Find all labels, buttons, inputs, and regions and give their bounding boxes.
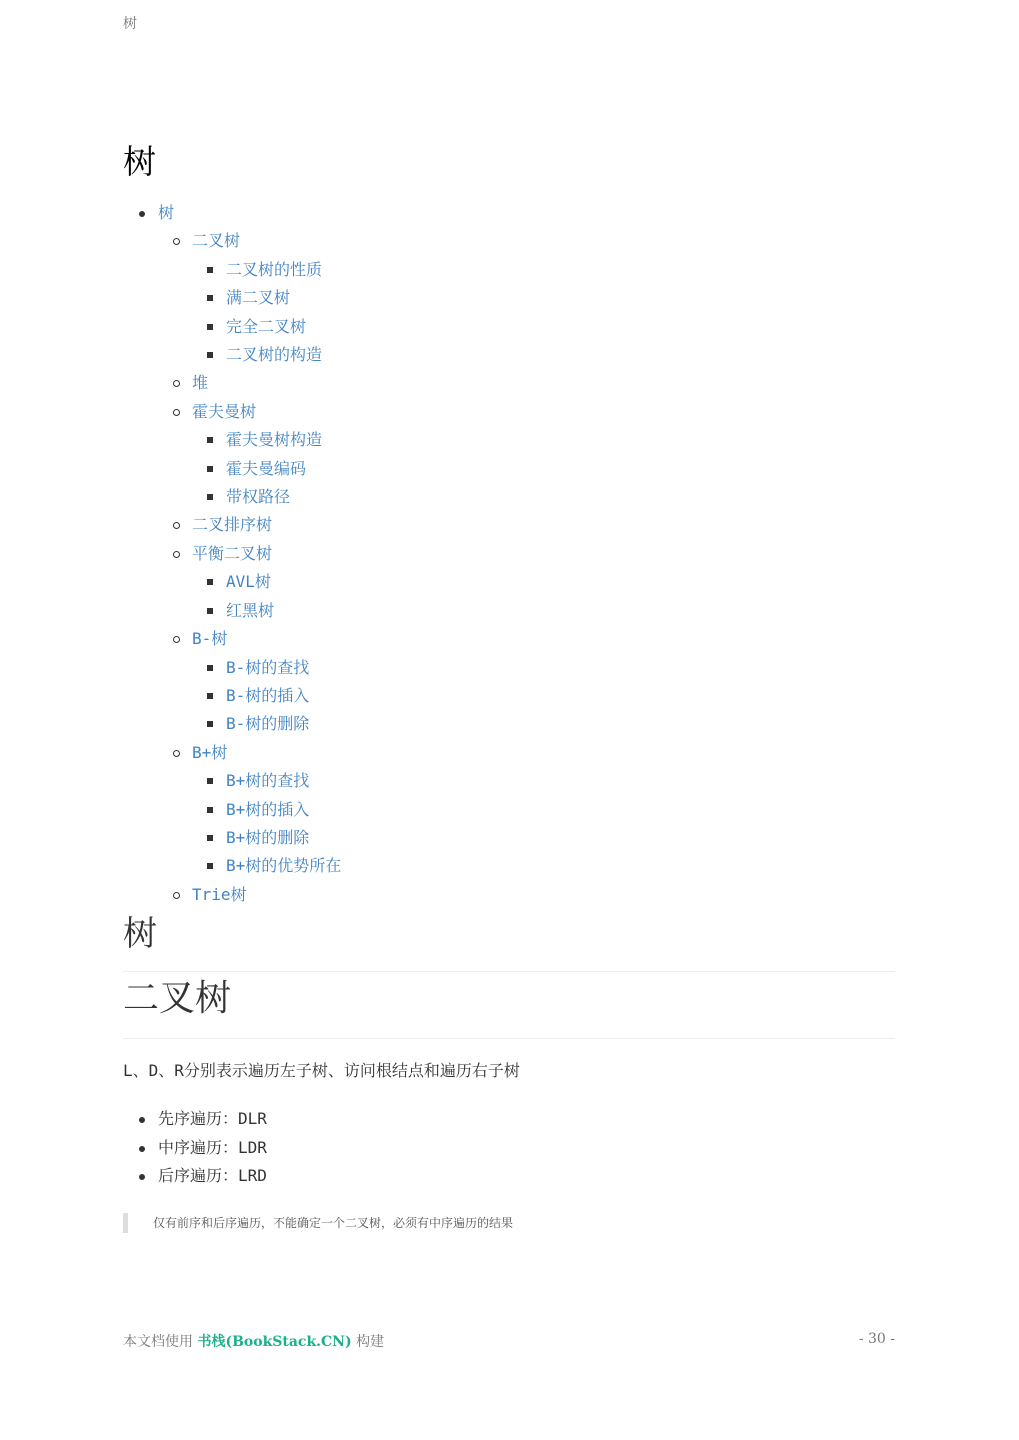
toc-sublink[interactable]: 二叉树的性质 bbox=[226, 259, 323, 279]
footer-prefix: 本文档使用 bbox=[123, 1334, 193, 1350]
toc-link[interactable]: 二叉树 bbox=[192, 231, 241, 251]
toc-root-item bbox=[158, 199, 895, 909]
toc-link[interactable]: Trie树 bbox=[192, 884, 247, 904]
toc-subitem bbox=[226, 568, 895, 596]
toc-link[interactable]: 霍夫曼树 bbox=[192, 401, 257, 421]
toc-sublist bbox=[192, 426, 895, 511]
toc-sublist bbox=[192, 654, 895, 739]
toc-subitem bbox=[226, 426, 895, 454]
footer-credit bbox=[123, 1331, 384, 1351]
toc-item bbox=[192, 540, 895, 625]
toc-sublink[interactable]: B-树的插入 bbox=[226, 685, 310, 705]
toc-sublink[interactable]: 满二叉树 bbox=[226, 288, 291, 308]
toc-title: 树 bbox=[123, 142, 156, 181]
toc-subitem bbox=[226, 455, 895, 483]
toc-link[interactable]: B+树 bbox=[192, 742, 228, 762]
toc-subitem bbox=[226, 852, 895, 880]
traversal-list bbox=[123, 1105, 895, 1191]
running-header: 树 bbox=[123, 16, 137, 32]
toc-subitem bbox=[226, 654, 895, 682]
toc-item bbox=[192, 511, 895, 539]
toc-link-root[interactable]: 树 bbox=[158, 203, 175, 222]
toc-sublink[interactable]: AVL树 bbox=[226, 572, 271, 592]
toc-link[interactable]: 堆 bbox=[192, 373, 209, 393]
toc-link[interactable]: 平衡二叉树 bbox=[192, 543, 273, 563]
toc-subitem bbox=[226, 824, 895, 852]
toc-sublink[interactable]: B-树的查找 bbox=[226, 657, 310, 677]
toc-sublist bbox=[192, 767, 895, 881]
toc-item bbox=[192, 625, 895, 739]
toc-subitem bbox=[226, 682, 895, 710]
toc-item bbox=[192, 398, 895, 512]
toc-subitem bbox=[226, 341, 895, 369]
traversal-item: 中序遍历：LDR bbox=[158, 1134, 895, 1163]
toc-sublink[interactable]: 带权路径 bbox=[226, 487, 291, 507]
toc-sublink[interactable]: 霍夫曼编码 bbox=[226, 458, 307, 478]
toc-sublink[interactable]: 霍夫曼树构造 bbox=[226, 430, 323, 450]
toc-sublist bbox=[192, 256, 895, 370]
table-of-contents bbox=[123, 199, 895, 909]
toc-sublink[interactable]: B-树的删除 bbox=[226, 714, 310, 734]
toc-link[interactable]: B-树 bbox=[192, 629, 228, 649]
intro-paragraph: L、D、R分别表示遍历左子树、访问根结点和遍历右子树 bbox=[123, 1061, 520, 1081]
page-number: - 30 - bbox=[858, 1331, 895, 1347]
toc-subitem bbox=[226, 256, 895, 284]
toc-subitem bbox=[226, 313, 895, 341]
toc-sublink[interactable]: 二叉树的构造 bbox=[226, 345, 323, 365]
toc-item bbox=[192, 227, 895, 369]
toc-subitem bbox=[226, 597, 895, 625]
section-heading-tree: 树 bbox=[123, 909, 895, 972]
toc-link[interactable]: 二叉排序树 bbox=[192, 515, 273, 535]
toc-subitem bbox=[226, 796, 895, 824]
toc-subitem bbox=[226, 710, 895, 738]
document-content bbox=[123, 140, 895, 1233]
toc-item bbox=[192, 369, 895, 397]
toc-item bbox=[192, 881, 895, 909]
footer-brand-link[interactable]: 书栈(BookStack.CN) bbox=[197, 1334, 352, 1350]
traversal-item: 先序遍历：DLR bbox=[158, 1105, 895, 1134]
toc-sublink[interactable]: B+树的查找 bbox=[226, 771, 310, 791]
footer-suffix: 构建 bbox=[356, 1334, 385, 1350]
toc-sublist bbox=[158, 227, 895, 909]
toc-subitem bbox=[226, 767, 895, 795]
traversal-item: 后序遍历：LRD bbox=[158, 1162, 895, 1191]
toc-sublink[interactable]: 红黑树 bbox=[226, 600, 275, 620]
toc-sublink[interactable]: B+树的优势所在 bbox=[226, 856, 342, 876]
blockquote-note: 仅有前序和后序遍历，不能确定一个二叉树，必须有中序遍历的结果 bbox=[123, 1213, 895, 1233]
toc-sublink[interactable]: 完全二叉树 bbox=[226, 316, 307, 336]
toc-subitem bbox=[226, 483, 895, 511]
toc-sublink[interactable]: B+树的删除 bbox=[226, 827, 310, 847]
section-heading-binary-tree: 二叉树 bbox=[123, 972, 895, 1039]
toc-sublink[interactable]: B+树的插入 bbox=[226, 799, 310, 819]
toc-sublist bbox=[192, 568, 895, 625]
toc-subitem bbox=[226, 284, 895, 312]
toc-item bbox=[192, 739, 895, 881]
